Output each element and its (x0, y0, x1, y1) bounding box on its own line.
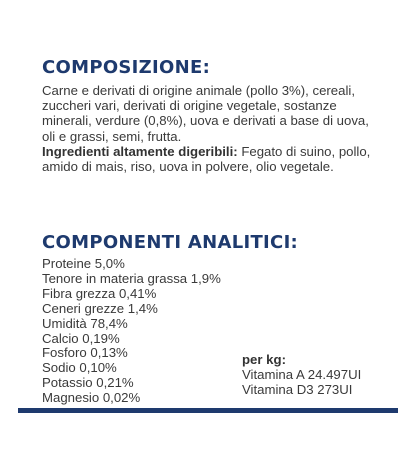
analytics-item-potassium: Potassio 0,21% (42, 375, 134, 391)
analytics-item-sodium: Sodio 0,10% (42, 360, 117, 376)
analytics-item-ash: Ceneri grezze 1,4% (42, 300, 158, 316)
composition-ingredients: Carne e derivati di origine animale (pollo 3%), cereali, zuccheri vari, derivati di origine vegetale, sostanze minerali, verdure (0,8%), uova e derivati a base di uova, oli e grassi, semi, frutta. (42, 83, 369, 144)
composition-title: COMPOSIZIONE: (42, 57, 211, 78)
digestible-ingredients-paragraph (42, 144, 382, 174)
digestible-ingredients-text: Fegato di suino, pollo, amido di mais, riso, uova in polvere, olio vegetale. (42, 143, 371, 175)
vitamins-block (242, 353, 361, 398)
per-kg-label: per kg: (242, 352, 286, 367)
analytics-item-fiber: Fibra grezza 0,41% (42, 285, 157, 301)
analytics-item-phosphorus: Fosforo 0,13% (42, 345, 128, 361)
vitamin-d3: Vitamina D3 273UI (242, 381, 353, 397)
vitamin-a: Vitamina A 24.497UI (242, 366, 362, 382)
digestible-ingredients-label: Ingredienti altamente digeribili: (42, 143, 238, 159)
analytics-title: COMPONENTI ANALITICI: (42, 232, 299, 253)
analytics-item-magnesium: Magnesio 0,02% (42, 390, 141, 406)
composition-text-block (42, 83, 382, 174)
analytics-item-fat: Tenore in materia grassa 1,9% (42, 270, 221, 286)
analytics-item-protein: Proteine 5,0% (42, 256, 125, 271)
analytics-list (42, 257, 221, 406)
bottom-divider (18, 408, 398, 413)
analytics-item-calcium: Calcio 0,19% (42, 330, 120, 346)
analytics-item-moisture: Umidità 78,4% (42, 315, 128, 331)
